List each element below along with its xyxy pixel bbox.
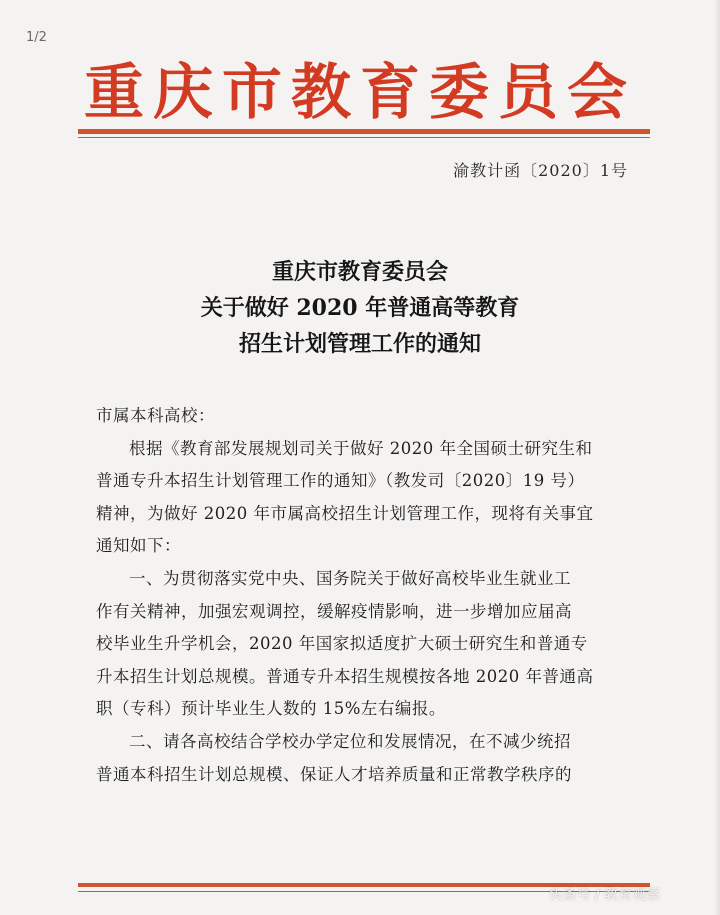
letterhead-rule [78, 129, 650, 134]
body-line: 二、请各高校结合学校办学定位和发展情况，在不减少统招 [129, 731, 571, 751]
document-body [96, 400, 636, 791]
letterhead: 重庆市教育委员会 [84, 58, 636, 128]
body-line: 升本招生计划总规模。普通专升本招生规模按各地 2020 年普通高 [96, 666, 594, 686]
watermark: 头条号 / 教育观察 [548, 887, 660, 903]
title-line: 重庆市教育委员会 [271, 259, 448, 285]
body-line: 普通本科招生计划总规模、保证人才培养质量和正常教学秩序的 [96, 764, 572, 784]
body-line: 精神，为做好 2020 年市属高校招生计划管理工作，现将有关事宜 [96, 503, 594, 523]
body-line: 普通专升本招生计划管理工作的通知》（教发司〔2020〕19 号） [96, 471, 585, 491]
salutation: 市属本科高校： [96, 406, 215, 425]
body-line: 校毕业生升学机会，2020 年国家拟适度扩大硕士研究生和普通专 [96, 634, 588, 654]
title-line: 招生计划管理工作的通知 [238, 331, 481, 357]
letterhead-rule-thin [78, 137, 650, 138]
body-line: 作有关精神，加强宏观调控，缓解疫情影响，进一步增加应届高 [96, 601, 572, 621]
page-counter: 1/2 [26, 30, 47, 45]
document-title [0, 254, 720, 362]
body-line: 通知如下： [96, 536, 181, 556]
document-number: 渝教计函〔2020〕1号 [453, 161, 628, 180]
body-line: 根据《教育部发展规划司关于做好 2020 年全国硕士研究生和 [129, 438, 593, 458]
body-line: 职（专科）预计毕业生人数的 15%左右编报。 [96, 699, 446, 719]
body-line: 一、为贯彻落实党中央、国务院关于做好高校毕业生就业工 [129, 568, 571, 588]
title-line: 关于做好 2020 年普通高等教育 [200, 295, 520, 321]
page-edge-shadow [714, 0, 720, 915]
